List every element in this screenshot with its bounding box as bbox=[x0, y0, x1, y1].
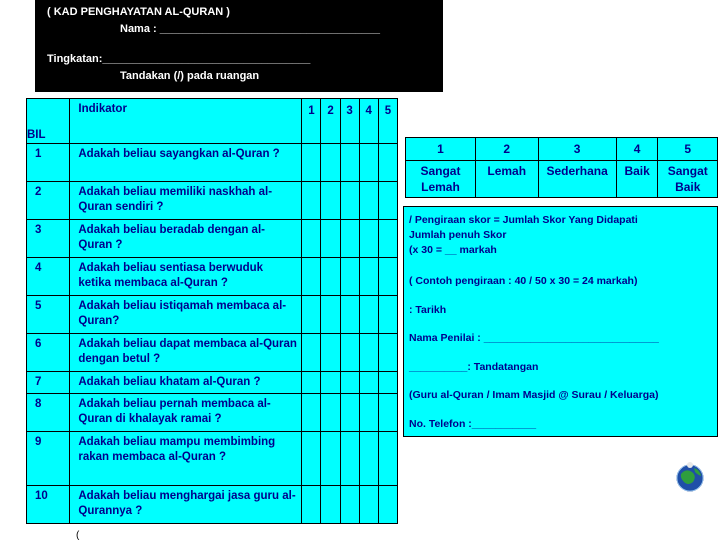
row-bil: 5 bbox=[27, 296, 70, 334]
score-cell[interactable] bbox=[378, 486, 397, 524]
score-cell[interactable] bbox=[302, 394, 321, 432]
indicator-table bbox=[26, 98, 398, 524]
col-score-2: 2 bbox=[321, 99, 340, 144]
col-score-4: 4 bbox=[359, 99, 378, 144]
score-cell[interactable] bbox=[359, 432, 378, 486]
col-score-1: 1 bbox=[302, 99, 321, 144]
table-row bbox=[27, 296, 398, 334]
date-field: : Tarikh bbox=[409, 304, 447, 316]
table-row bbox=[27, 220, 398, 258]
score-denominator: Jumlah penuh Skor bbox=[409, 229, 507, 241]
row-indicator: Adakah beliau mampu membimbing rakan membaca al-Quran ? bbox=[70, 432, 302, 486]
row-bil: 1 bbox=[27, 144, 70, 182]
score-cell[interactable] bbox=[359, 296, 378, 334]
table-row bbox=[27, 394, 398, 432]
row-indicator: Adakah beliau menghargai jasa guru al-Qurannya ? bbox=[70, 486, 302, 524]
table-row bbox=[27, 334, 398, 372]
score-cell[interactable] bbox=[359, 372, 378, 394]
score-cell[interactable] bbox=[340, 486, 359, 524]
row-indicator: Adakah beliau pernah membaca al-Quran di khalayak ramai ? bbox=[70, 394, 302, 432]
scale-num-3: 3 bbox=[538, 138, 616, 161]
row-indicator: Adakah beliau khatam al-Quran ? bbox=[70, 372, 302, 394]
score-cell[interactable] bbox=[340, 394, 359, 432]
col-bil: BIL bbox=[27, 99, 70, 144]
row-bil: 2 bbox=[27, 182, 70, 220]
score-cell[interactable] bbox=[359, 220, 378, 258]
scale-num-2: 2 bbox=[475, 138, 538, 161]
table-row bbox=[27, 486, 398, 524]
score-cell[interactable] bbox=[359, 182, 378, 220]
score-cell[interactable] bbox=[321, 258, 340, 296]
score-cell[interactable] bbox=[321, 486, 340, 524]
scale-num-5: 5 bbox=[658, 138, 718, 161]
table-row bbox=[27, 144, 398, 182]
row-indicator: Adakah beliau beradab dengan al-Quran ? bbox=[70, 220, 302, 258]
scale-word-4: Baik bbox=[616, 161, 658, 198]
score-cell[interactable] bbox=[378, 372, 397, 394]
score-example: ( Contoh pengiraan : 40 / 50 x 30 = 24 markah) bbox=[409, 275, 638, 287]
score-cell[interactable] bbox=[359, 144, 378, 182]
row-indicator: Adakah beliau dapat membaca al-Quran dengan betul ? bbox=[70, 334, 302, 372]
card-title: ( KAD PENGHAYATAN AL-QURAN ) bbox=[47, 6, 230, 18]
row-indicator: Adakah beliau memiliki naskhah al-Quran sendiri ? bbox=[70, 182, 302, 220]
score-cell[interactable] bbox=[378, 432, 397, 486]
score-cell[interactable] bbox=[378, 296, 397, 334]
assessor-name-field: Nama Penilai : ______________________________ bbox=[409, 332, 659, 344]
nama-field: Nama : ____________________________________ bbox=[120, 23, 380, 35]
score-cell[interactable] bbox=[340, 372, 359, 394]
score-cell[interactable] bbox=[340, 220, 359, 258]
scale-word-3: Sederhana bbox=[538, 161, 616, 198]
score-cell[interactable] bbox=[340, 432, 359, 486]
scoring-info-box bbox=[403, 206, 718, 437]
score-cell[interactable] bbox=[378, 144, 397, 182]
row-bil: 7 bbox=[27, 372, 70, 394]
scale-num-4: 4 bbox=[616, 138, 658, 161]
header-box bbox=[35, 0, 443, 92]
score-cell[interactable] bbox=[321, 296, 340, 334]
tingkatan-field: Tingkatan:__________________________________ bbox=[47, 53, 311, 65]
row-bil: 8 bbox=[27, 394, 70, 432]
scale-words-row bbox=[406, 161, 718, 198]
score-cell[interactable] bbox=[321, 334, 340, 372]
score-cell[interactable] bbox=[340, 182, 359, 220]
score-cell[interactable] bbox=[302, 182, 321, 220]
score-cell[interactable] bbox=[321, 432, 340, 486]
score-cell[interactable] bbox=[378, 394, 397, 432]
row-bil: 6 bbox=[27, 334, 70, 372]
scale-word-2: Lemah bbox=[475, 161, 538, 198]
col-score-3: 3 bbox=[340, 99, 359, 144]
score-cell[interactable] bbox=[359, 394, 378, 432]
scale-word-1: Sangat Lemah bbox=[406, 161, 476, 198]
score-cell[interactable] bbox=[302, 220, 321, 258]
score-cell[interactable] bbox=[321, 144, 340, 182]
footer-paren: ( bbox=[76, 530, 80, 541]
score-cell[interactable] bbox=[378, 182, 397, 220]
score-cell[interactable] bbox=[359, 334, 378, 372]
score-cell[interactable] bbox=[302, 258, 321, 296]
score-cell[interactable] bbox=[340, 296, 359, 334]
score-cell[interactable] bbox=[302, 144, 321, 182]
table-row bbox=[27, 372, 398, 394]
score-cell[interactable] bbox=[340, 258, 359, 296]
score-cell[interactable] bbox=[340, 144, 359, 182]
col-indikator: Indikator bbox=[70, 99, 302, 144]
row-bil: 10 bbox=[27, 486, 70, 524]
scale-word-5: Sangat Baik bbox=[658, 161, 718, 198]
score-formula: / Pengiraan skor = Jumlah Skor Yang Didapati bbox=[409, 214, 638, 226]
score-cell[interactable] bbox=[302, 372, 321, 394]
score-cell[interactable] bbox=[359, 486, 378, 524]
score-cell[interactable] bbox=[359, 258, 378, 296]
row-bil: 4 bbox=[27, 258, 70, 296]
score-cell[interactable] bbox=[378, 334, 397, 372]
scale-table bbox=[405, 137, 718, 198]
row-indicator: Adakah beliau istiqamah membaca al-Quran? bbox=[70, 296, 302, 334]
phone-field: No. Telefon :___________ bbox=[409, 418, 537, 430]
row-bil: 3 bbox=[27, 220, 70, 258]
score-cell[interactable] bbox=[378, 220, 397, 258]
scale-numbers-row bbox=[406, 138, 718, 161]
col-score-5: 5 bbox=[378, 99, 397, 144]
table-row bbox=[27, 258, 398, 296]
score-cell[interactable] bbox=[378, 258, 397, 296]
score-cell[interactable] bbox=[321, 220, 340, 258]
score-cell[interactable] bbox=[321, 372, 340, 394]
globe-logo-icon bbox=[675, 458, 705, 494]
table-row bbox=[27, 182, 398, 220]
table-header-row bbox=[27, 99, 398, 144]
score-cell[interactable] bbox=[302, 296, 321, 334]
score-cell[interactable] bbox=[321, 182, 340, 220]
score-cell[interactable] bbox=[302, 334, 321, 372]
instruction-text: Tandakan (/) pada ruangan bbox=[120, 70, 260, 82]
table-row bbox=[27, 432, 398, 486]
score-cell[interactable] bbox=[302, 432, 321, 486]
score-cell[interactable] bbox=[321, 394, 340, 432]
row-indicator: Adakah beliau sentiasa berwuduk ketika membaca al-Quran ? bbox=[70, 258, 302, 296]
scale-num-1: 1 bbox=[406, 138, 476, 161]
score-cell[interactable] bbox=[302, 486, 321, 524]
row-bil: 9 bbox=[27, 432, 70, 486]
signature-field: __________: Tandatangan bbox=[409, 361, 539, 373]
assessor-role: (Guru al-Quran / Imam Masjid @ Surau / Keluarga) bbox=[409, 389, 659, 401]
row-indicator: Adakah beliau sayangkan al-Quran ? bbox=[70, 144, 302, 182]
score-cell[interactable] bbox=[340, 334, 359, 372]
score-multiplier: (x 30 = __ markah bbox=[409, 244, 497, 256]
